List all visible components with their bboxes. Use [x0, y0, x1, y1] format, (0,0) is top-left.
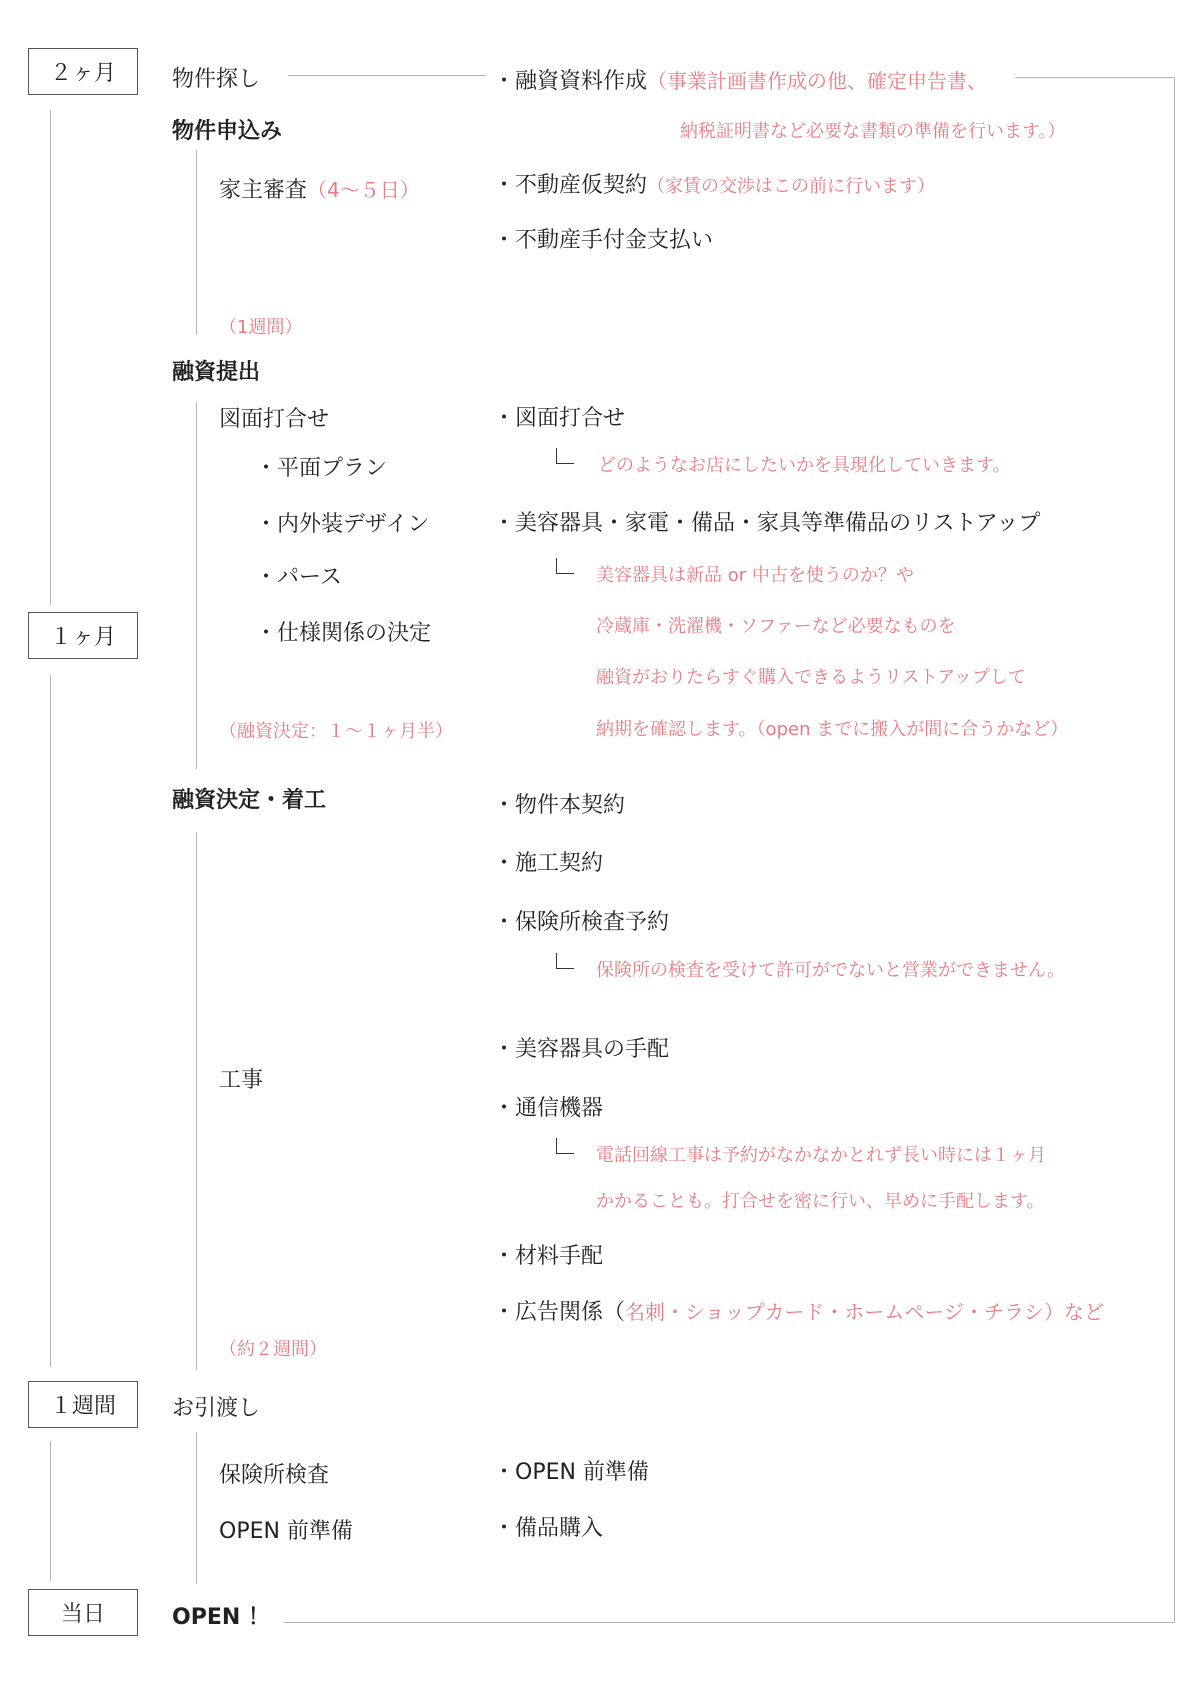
- task-equipment-arrange: ・美容器具の手配: [493, 1037, 670, 1062]
- phase-open: OPEN ！: [172, 1605, 270, 1630]
- landlord-review-duration: （4～５日）: [307, 178, 420, 202]
- task-deposit: ・不動産手付金支払い: [493, 228, 714, 253]
- task-loan-docs: [493, 64, 987, 95]
- note-loan-decision: （融資決定：１～１ヶ月半）: [219, 721, 453, 742]
- marker-day-of: [28, 1589, 138, 1636]
- timeline-line-3: [50, 1441, 51, 1581]
- bracket-construction: [196, 832, 197, 1370]
- plan-item-floor-plan: ・平面プラン: [255, 456, 388, 481]
- phase-handover: お引渡し: [172, 1396, 261, 1421]
- task-loan-docs-note: （事業計画書作成の他、確定申告書、: [647, 69, 988, 93]
- timeline-line-1: [50, 110, 51, 605]
- task-construction-contract: ・施工契約: [493, 851, 604, 876]
- hook-drawing-meeting: [556, 448, 574, 464]
- hook-telecom: [556, 1138, 574, 1154]
- phase-health-inspection: 保険所検査: [219, 1463, 330, 1488]
- task-inspection-booking-note: 保険所の検査を受けて許可がでないと営業ができません。: [596, 960, 1066, 981]
- equipment-note-1: 美容器具は新品 or 中古を使うのか？や: [596, 565, 914, 586]
- phase-landlord-review: [219, 173, 420, 204]
- phase-property-search: 物件探し: [172, 67, 261, 92]
- task-materials: ・材料手配: [493, 1244, 604, 1269]
- note-two-weeks: （約２週間）: [219, 1339, 327, 1360]
- landlord-review-label: 家主審査: [219, 178, 308, 203]
- task-final-contract: ・物件本契約: [493, 793, 626, 818]
- task-provisional-contract-label: ・不動産仮契約: [493, 173, 648, 198]
- marker-label: 当日: [60, 1602, 105, 1627]
- marker-label: １ヶ月: [49, 625, 116, 650]
- task-open-prep: ・OPEN 前準備: [493, 1460, 649, 1485]
- task-telecom: ・通信機器: [493, 1096, 604, 1121]
- task-equipment-list: ・美容器具・家電・備品・家具等準備品のリストアップ: [493, 511, 1041, 536]
- bracket-handover: [196, 1432, 197, 1584]
- marker-two-months: [28, 48, 138, 95]
- connector-open-bottom: [284, 1622, 1175, 1623]
- phase-drawing-meeting: 図面打合せ: [219, 407, 330, 432]
- connector-search-to-loan-docs: [288, 75, 486, 76]
- task-loan-docs-label: ・融資資料作成: [493, 69, 648, 94]
- marker-one-week: [28, 1381, 138, 1428]
- marker-label: １週間: [49, 1394, 116, 1419]
- phase-property-application: 物件申込み: [172, 119, 283, 144]
- equipment-note-4: 納期を確認します。（open までに搬入が間に合うかなど）: [596, 719, 1069, 740]
- marker-one-month: [28, 612, 138, 659]
- task-drawing-meeting-note: どのようなお店にしたいかを具現化していきます。: [598, 455, 1011, 476]
- telecom-note-1: 電話回線工事は予約がなかなかとれず長い時には１ヶ月: [596, 1145, 1046, 1166]
- phase-construction: 工事: [219, 1068, 264, 1093]
- task-provisional-contract: [493, 168, 935, 199]
- marker-label: ２ヶ月: [49, 61, 116, 86]
- equipment-note-2: 冷蔵庫・洗濯機・ソファーなど必要なものを: [596, 616, 956, 637]
- equipment-note-3: 融資がおりたらすぐ購入できるようリストアップして: [596, 667, 1026, 688]
- task-loan-docs-note-line2: 納税証明書など必要な書類の準備を行います。）: [680, 121, 1066, 142]
- task-drawing-meeting: ・図面打合せ: [493, 406, 626, 431]
- note-one-week: （1週間）: [219, 317, 303, 338]
- task-advertising: [493, 1295, 1104, 1326]
- phase-open-prep: OPEN 前準備: [219, 1519, 353, 1544]
- task-supplies-purchase: ・備品購入: [493, 1516, 604, 1541]
- task-advertising-note: 名刺・ショップカード・ホームページ・チラシ）など: [625, 1300, 1105, 1324]
- hook-equipment-list: [556, 558, 574, 574]
- telecom-note-2: かかることも。打合せを密に行い、早めに手配します。: [596, 1191, 1045, 1212]
- task-inspection-booking: ・保険所検査予約: [493, 910, 670, 935]
- phase-loan-decision-start: 融資決定・着工: [172, 788, 327, 813]
- bracket-landlord-review: [196, 150, 197, 335]
- plan-item-design: ・内外装デザイン: [255, 512, 430, 537]
- plan-item-specs: ・仕様関係の決定: [255, 621, 432, 646]
- task-provisional-contract-note: （家賃の交渉はこの前に行います）: [647, 176, 936, 197]
- bracket-drawing-meeting: [196, 402, 197, 769]
- right-border-line: [1174, 77, 1175, 1622]
- plan-item-perspective: ・パース: [255, 565, 342, 590]
- phase-loan-submission: 融資提出: [172, 360, 261, 385]
- connector-top-right: [1015, 77, 1174, 78]
- hook-inspection-booking: [556, 953, 574, 969]
- timeline-line-2: [50, 675, 51, 1367]
- task-advertising-label: ・広告関係（: [493, 1300, 626, 1325]
